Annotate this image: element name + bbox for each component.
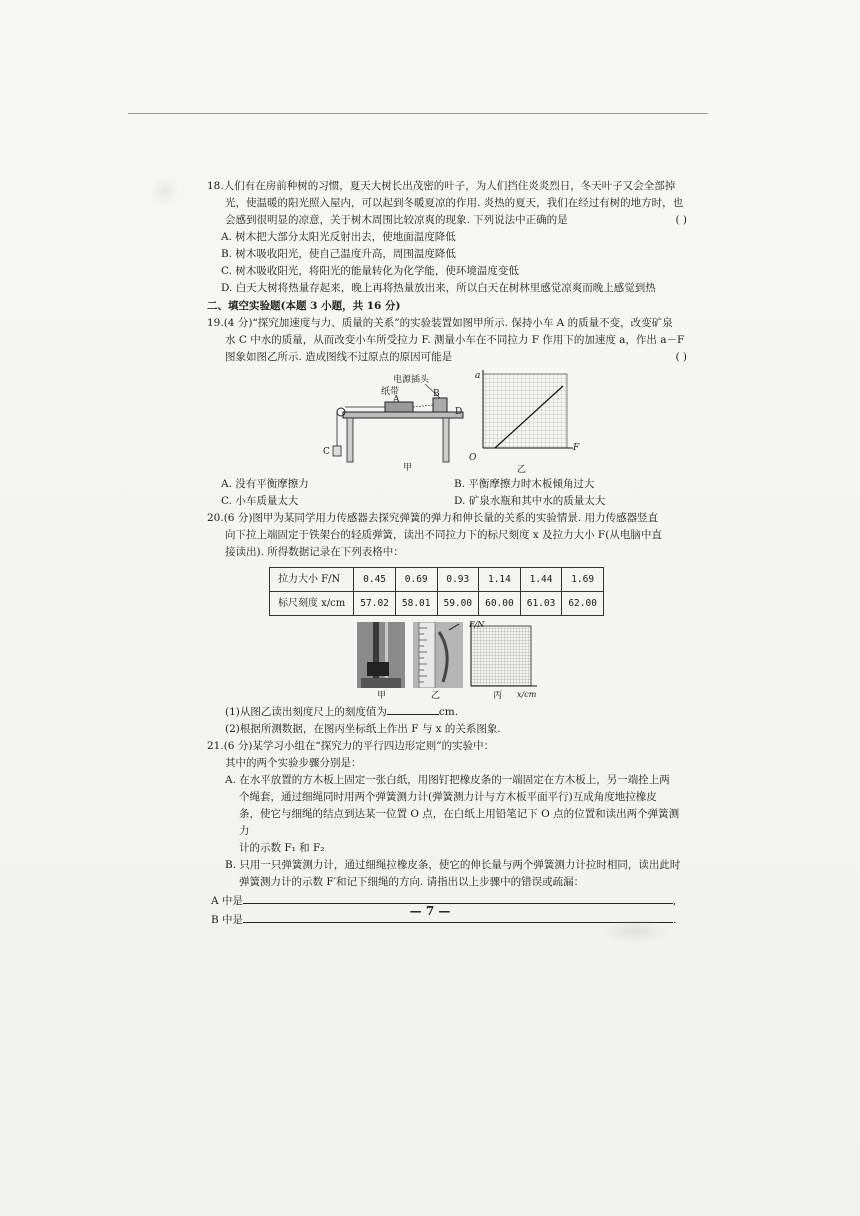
q18-option-c: C. 树木吸收阳光，将阳光的能量转化为化学能，使环境温度变低 [221,265,519,277]
q18-option-d: D. 白天大树将热量存起来，晚上再将热量放出来，所以白天在树林里感觉凉爽而晚上感觉到热 [221,282,656,294]
q21-answer-a-label: A 中是 [211,895,243,907]
table-row [270,568,604,592]
q21-answer-a-end: , [672,895,677,907]
q19-stem-line1: 19.(4 分)“探究加速度与力、质量的关系”的实验装置如图甲所示. 保持小车 A 的质量不变，改变矿泉 [207,317,673,329]
q20-stem-line2: 向下拉上端固定于铁架台的轻质弹簧，读出不同拉力下的标尺刻度 x 及拉力大小 F(从电脑中直 [225,529,662,541]
q19-answer-bracket: ( ) [675,351,687,363]
q21-step-a-line3: 条，使它与细绳的结点到达某一位置 O 点，在白纸上用铅笔记下 O 点的位置和读出两个弹簧测力 [239,808,680,837]
q19-stem-text: 图象如图乙所示. 造成图线不过原点的原因可能是 [225,351,453,363]
q18-option-a: A. 树木把大部分太阳光反射出去，使地面温度降低 [221,231,456,243]
q18-stem-line3 [207,212,687,229]
q20-figure-yi-ruler [413,622,463,688]
q18-option-b: B. 树木吸收阳光，使自己温度升高，周围温度降低 [221,248,456,260]
page-number: — 7 — [409,904,451,918]
q21-step-a-line2: 个绳套，通过细绳同时用两个弹簧测力计(弹簧测力计与方木板平面平行)互成角度地拉橡皮 [239,791,657,803]
q20-stem-line1: 20.(6 分)图甲为某同学用力传感器去探究弹簧的弹力和伸长量的关系的实验情景. 用力传感器竖直 [207,512,659,524]
label-c: C [323,447,330,457]
table-cell: 0.45 [354,568,396,592]
q21-stem-line1: 21.(6 分)某学习小组在“探究力的平行四边形定则”的实验中： [207,740,495,752]
table-cell: 61.03 [520,592,562,616]
q21-step-a-line1: A. 在水平放置的方木板上固定一张白纸，用图钉把橡皮条的一端固定在方木板上，另一端拴上两 [225,774,670,786]
caption-yi: 乙 [431,691,441,701]
q20-sub1-text: (1)从图乙读出刻度尺上的刻度值为 [225,706,387,718]
q18-stem-line2: 光，使温暖的阳光照入屋内，可以起到冬暖夏凉的作用. 炎热的夏天，我们在经过有树的地方时，也 [225,197,684,209]
label-tape: 纸带 [381,387,400,397]
label-axis-f: F [573,443,580,453]
q19-figures [207,370,687,474]
table-cell: 59.00 [437,592,479,616]
q20-figure-jia-photo [357,622,405,688]
q19-option-a: A. 没有平衡摩擦力 [221,478,309,490]
label-plug: 电源插头 [393,375,430,385]
page-content [207,178,687,929]
table-row-head-scale: 标尺刻度 x/cm [270,592,354,616]
table-cell: 0.93 [437,568,479,592]
table-cell: 57.02 [354,592,396,616]
table-cell: 0.69 [395,568,437,592]
q19-option-b: B. 平衡摩擦力时木板倾角过大 [454,478,595,490]
label-a: A [393,395,400,405]
table-cell: 1.69 [562,568,604,592]
table-cell: 1.14 [479,568,521,592]
label-fn: F/N [469,620,485,629]
scan-smudge [150,176,180,206]
q20-figures [207,622,687,700]
label-axis-a: a [475,371,481,381]
q20-sub1 [207,702,687,721]
q21-answer-b-label: B 中是 [211,914,244,926]
q21-step-b-line1: B. 只用一只弹簧测力计，通过细绳拉橡皮条，使它的伸长量与两个弹簧测力计拉时相同，读出此时 [225,859,681,871]
caption-jia: 甲 [377,691,387,701]
label-d: D [455,407,463,417]
table-cell: 60.00 [479,592,521,616]
q19-option-d: D. 矿泉水瓶和其中水的质量太大 [454,495,606,507]
q19-figure-yi [469,370,579,462]
table-cell: 1.44 [520,568,562,592]
label-xcm: x/cm [517,690,537,699]
table-row-head-force: 拉力大小 F/N [270,568,354,592]
caption-bing: 丙 [493,691,503,701]
q20-sub2: (2)根据所测数据，在图丙坐标纸上作出 F 与 x 的关系图象. [225,723,501,735]
scan-smudge [600,918,670,944]
q19-options-row2 [207,493,687,510]
table-cell: 62.00 [562,592,604,616]
q21-stem-line2: 其中的两个实验步骤分别是： [225,757,362,769]
table-row [270,592,604,616]
q19-figure-jia [325,378,475,474]
q18-stem-line1: 18.人们有在房前种树的习惯，夏天大树长出茂密的叶子，为人们挡住炎炎烈日，冬天叶子又会全部掉 [207,180,676,192]
caption-yi: 乙 [517,465,527,475]
table-cell: 58.01 [395,592,437,616]
q19-option-c: C. 小车质量太大 [221,495,299,507]
q19-stem-line2: 水 C 中水的质量，从而改变小车所受拉力 F. 测量小车在不同拉力 F 作用下的加速度 a，作出 a－F [225,334,685,346]
q21-step-a-line4: 计的示数 F₁ 和 F₂ [239,842,325,854]
q20-data-table [269,567,604,616]
q20-stem-line3: 接读出). 所得数据记录在下列表格中： [225,546,404,558]
q21-answer-a-blank[interactable] [243,891,673,904]
q18-answer-bracket: ( ) [675,214,687,226]
header-rule [128,113,708,114]
label-origin: O [469,453,477,463]
label-b: B [433,389,440,399]
q21-answer-b-end: . [673,914,677,926]
caption-jia: 甲 [403,463,413,473]
section-heading: 二、填空实验题(本题 3 小题，共 16 分) [207,300,401,312]
q18-stem-text: 会感到很明显的凉意，关于树木周围比较凉爽的现象. 下列说法中正确的是 [225,214,568,226]
q20-sub1-unit: cm. [438,706,459,718]
q21-step-b-line2: 弹簧测力计的示数 F′和记下细绳的方向. 请指出以上步骤中的错误或疏漏： [239,876,585,888]
q19-options-row1 [207,476,687,493]
q19-stem-line3 [207,349,687,366]
